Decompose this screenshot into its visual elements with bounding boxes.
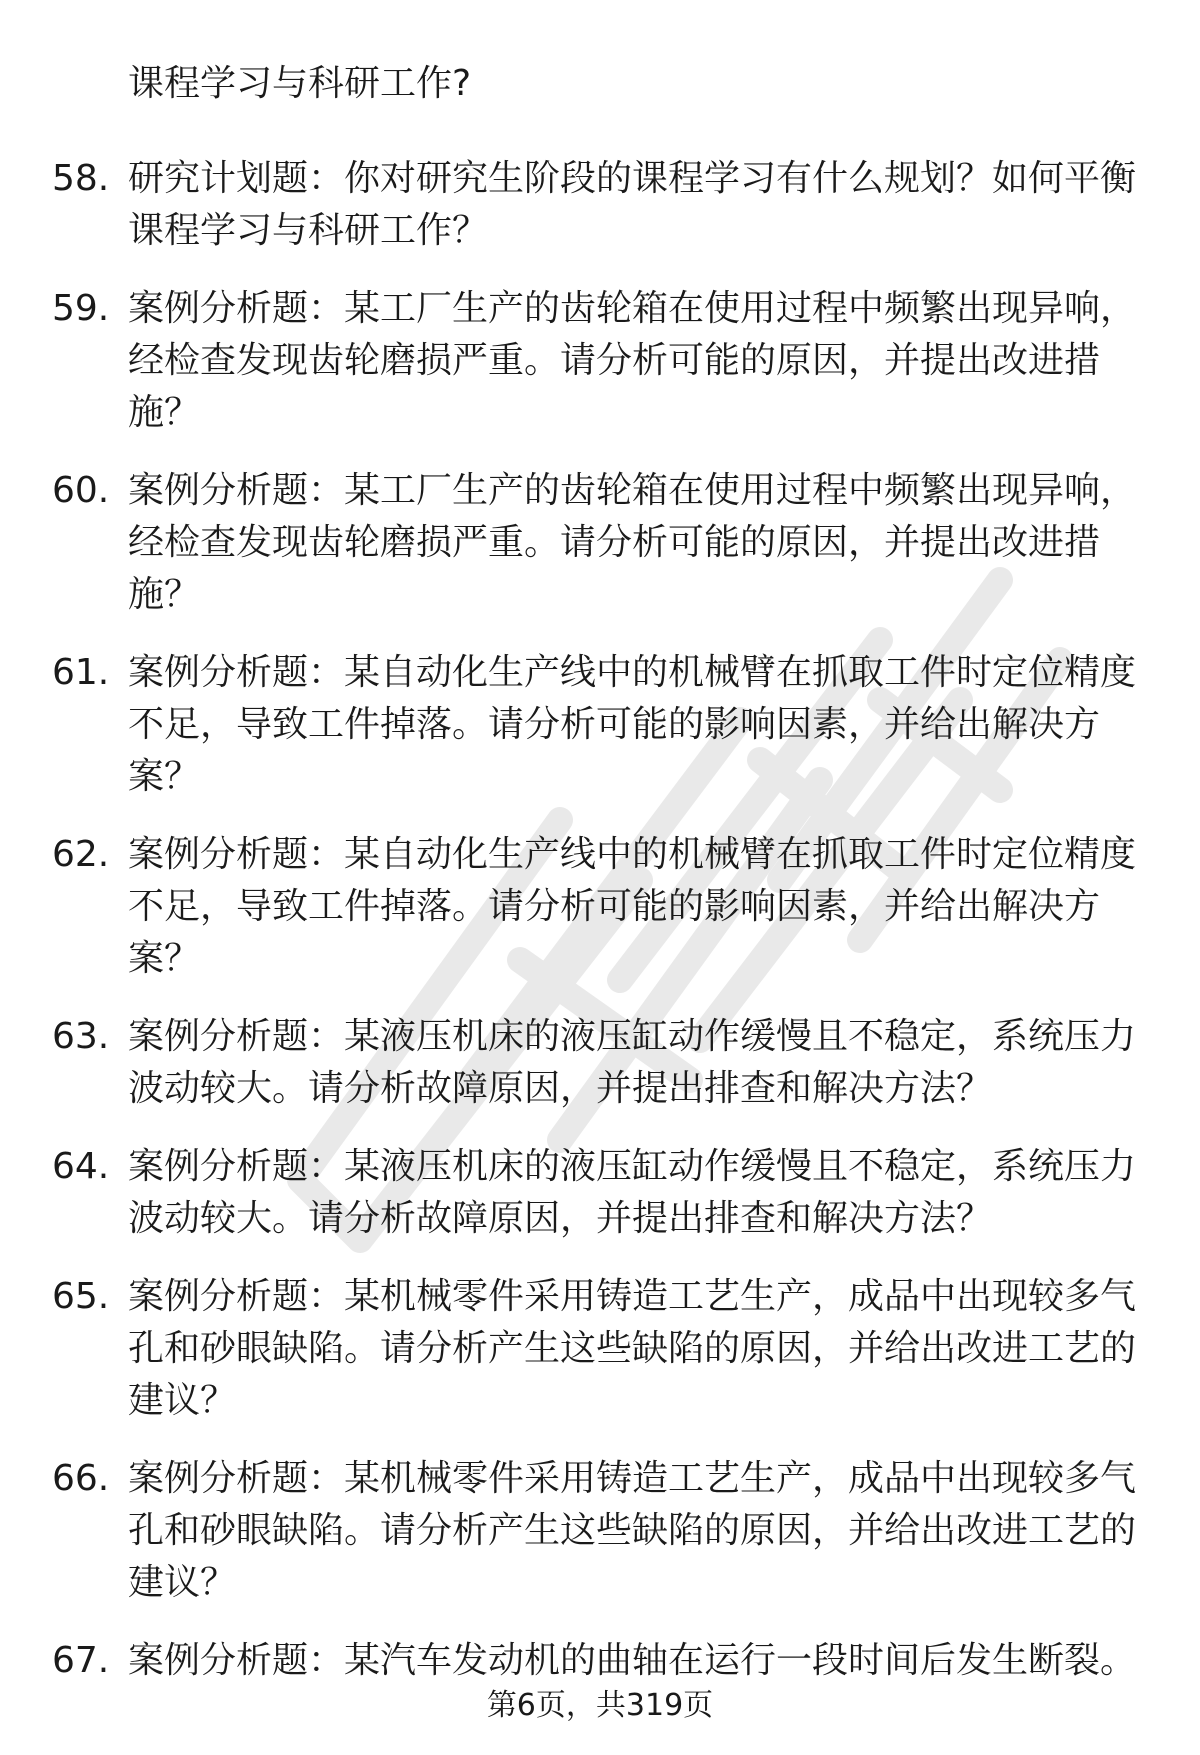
question-item <box>0 1011 1138 1115</box>
question-number: 67. <box>52 1640 110 1681</box>
question-text: 案例分析题：某液压机床的液压缸动作缓慢且不稳定，系统压力波动较大。请分析故障原因，并提出排查和解决方法？ <box>128 1146 1137 1239</box>
question-text: 案例分析题：某自动化生产线中的机械臂在抓取工件时定位精度不足，导致工件掉落。请分析可能的影响因素，并给出解决方案？ <box>128 834 1137 979</box>
question-text: 案例分析题：某机械零件采用铸造工艺生产，成品中出现较多气孔和砂眼缺陷。请分析产生这些缺陷的原因，并给出改进工艺的建议？ <box>128 1458 1137 1603</box>
question-number: 64. <box>52 1146 110 1187</box>
question-text: 案例分析题：某工厂生产的齿轮箱在使用过程中频繁出现异响，经检查发现齿轮磨损严重。请分析可能的原因，并提出改进措施？ <box>128 470 1137 615</box>
question-number: 58. <box>52 158 110 199</box>
question-text: 案例分析题：某汽车发动机的曲轴在运行一段时间后发生断裂。 <box>128 1640 1137 1681</box>
question-text: 案例分析题：某自动化生产线中的机械臂在抓取工件时定位精度不足，导致工件掉落。请分析可能的影响因素，并给出解决方案？ <box>128 652 1137 797</box>
question-item <box>0 465 1138 621</box>
question-number: 65. <box>52 1276 110 1317</box>
question-number: 60. <box>52 470 110 511</box>
question-text: 案例分析题：某液压机床的液压缸动作缓慢且不稳定，系统压力波动较大。请分析故障原因，并提出排查和解决方法？ <box>128 1016 1137 1109</box>
question-item <box>0 829 1138 985</box>
question-text: 案例分析题：某工厂生产的齿轮箱在使用过程中频繁出现异响，经检查发现齿轮磨损严重。请分析可能的原因，并提出改进措施？ <box>128 288 1137 433</box>
question-item <box>0 153 1138 257</box>
question-item <box>0 1141 1138 1245</box>
question-number: 61. <box>52 652 110 693</box>
question-item <box>0 1453 1138 1609</box>
question-text: 案例分析题：某机械零件采用铸造工艺生产，成品中出现较多气孔和砂眼缺陷。请分析产生这些缺陷的原因，并给出改进工艺的建议？ <box>128 1276 1137 1421</box>
question-number: 66. <box>52 1458 110 1499</box>
question-item <box>0 1271 1138 1427</box>
question-number: 62. <box>52 834 110 875</box>
page-footer: 第6页，共319页 <box>486 1688 714 1723</box>
continuation-text: 课程学习与科研工作? <box>128 63 472 104</box>
question-item <box>0 283 1138 439</box>
question-item <box>0 1635 1138 1687</box>
question-list <box>0 153 1200 1713</box>
question-number: 59. <box>52 288 110 329</box>
question-text: 研究计划题：你对研究生阶段的课程学习有什么规划？如何平衡课程学习与科研工作？ <box>128 158 1137 251</box>
question-number: 63. <box>52 1016 110 1057</box>
question-item <box>0 647 1138 803</box>
